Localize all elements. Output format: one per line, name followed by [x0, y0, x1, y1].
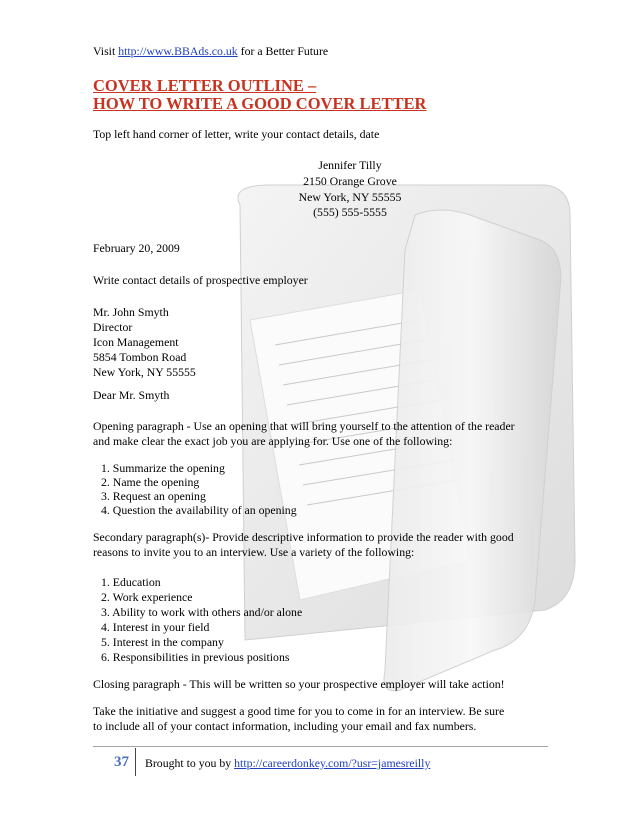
opening-item: 2. Name the opening	[101, 475, 200, 489]
sender-city: New York, NY 55555	[298, 189, 402, 204]
title-line-1: COVER LETTER OUTLINE –	[93, 76, 317, 95]
opening-line-1: Opening paragraph - Use an opening that will bring yourself to the attention of the reader	[93, 419, 515, 433]
secondary-line-1: Secondary paragraph(s)- Provide descriptive information to provide the reader with good	[93, 530, 514, 544]
final-line-1: Take the initiative and suggest a good time for you to come in for an interview. Be sure	[93, 704, 505, 718]
final-line-2: to include all of your contact information, including your email and fax numbers.	[93, 719, 477, 733]
recipient-city: New York, NY 55555	[93, 365, 196, 379]
closing-paragraph: Closing paragraph - This will be written so your prospective employer will take action!	[93, 677, 505, 691]
footer-prefix: Brought to you by	[145, 756, 235, 770]
title-line-2: HOW TO WRITE A GOOD COVER LETTER	[93, 94, 427, 113]
footer-line	[145, 756, 430, 770]
header-link[interactable]: http://www.BBAds.co.uk	[118, 44, 238, 58]
footer-link[interactable]: http://careerdonkey.com/?usr=jamesreilly	[234, 756, 431, 770]
sender-block	[250, 158, 450, 221]
folder-front	[384, 210, 561, 691]
footer-divider	[135, 748, 136, 776]
date-text: February 20, 2009	[93, 241, 180, 255]
header-prefix: Visit	[93, 44, 119, 58]
footer-rule	[93, 746, 548, 747]
recipient-name: Mr. John Smyth	[93, 305, 169, 319]
recipient-company: Icon Management	[93, 335, 179, 349]
header-suffix: for a Better Future	[237, 44, 329, 58]
sender-name: Jennifer Tilly	[318, 158, 382, 172]
recipient-street: 5854 Tombon Road	[93, 350, 187, 364]
opening-line-2: and make clear the exact job you are applying for. Use one of the following:	[93, 434, 453, 448]
secondary-item: 6. Responsibilities in previous positions	[101, 650, 290, 664]
opening-item: 3. Request an opening	[101, 489, 206, 503]
sender-phone: (555) 555-5555	[313, 205, 387, 220]
intro-text: Top left hand corner of letter, write your contact details, date	[93, 127, 380, 141]
page-number: 37	[114, 754, 129, 770]
recipient-title: Director	[93, 320, 133, 334]
header-line	[93, 44, 328, 58]
opening-item: 1. Summarize the opening	[101, 461, 225, 475]
salutation: Dear Mr. Smyth	[93, 388, 170, 402]
sender-street: 2150 Orange Grove	[303, 173, 397, 188]
secondary-line-2: reasons to invite you to an interview. Use a variety of the following:	[93, 545, 415, 559]
secondary-item: 4. Interest in your field	[101, 620, 210, 634]
opening-item: 4. Question the availability of an opening	[101, 503, 297, 517]
secondary-item: 5. Interest in the company	[101, 635, 224, 649]
employer-note: Write contact details of prospective employer	[93, 273, 308, 287]
secondary-item: 3. Ability to work with others and/or alone	[101, 605, 303, 619]
secondary-item: 2. Work experience	[101, 590, 193, 604]
secondary-item: 1. Education	[101, 575, 161, 589]
